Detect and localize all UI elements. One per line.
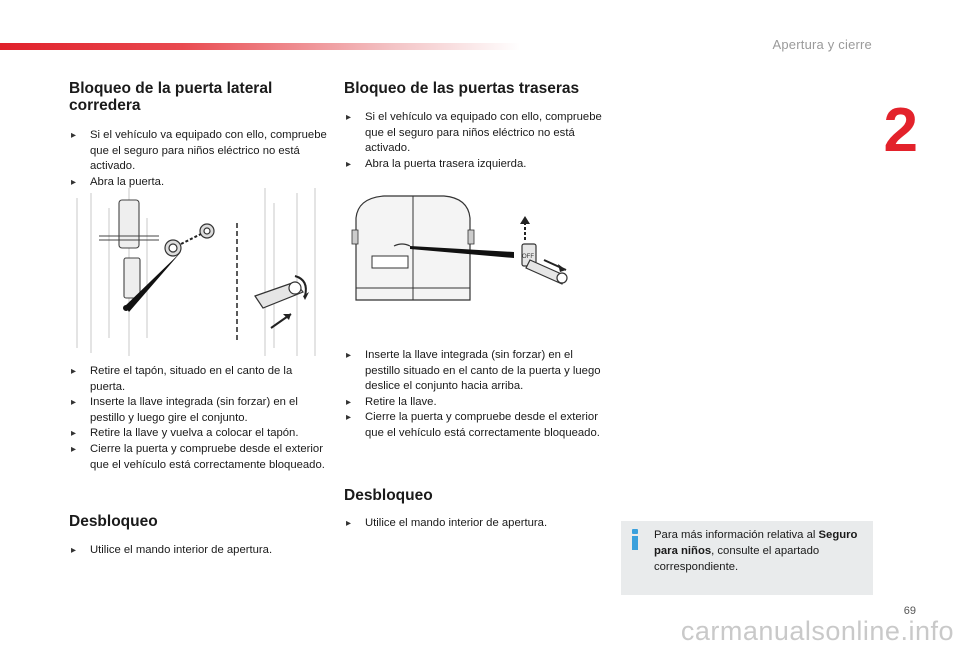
list-item: ▸ Abra la puerta trasera izquierda.	[344, 157, 609, 173]
middle-unlock-title: Desbloqueo	[344, 487, 433, 504]
list-item: ▸ Abra la puerta.	[69, 175, 329, 191]
list-item: ▸ Utilice el mando interior de apertura.	[344, 516, 609, 532]
info-icon	[630, 529, 641, 549]
header-accent-bar	[0, 43, 520, 50]
list-item: ▸ Retire la llave.	[344, 395, 609, 411]
left-title: Bloqueo de la puerta lateral corredera	[69, 80, 273, 114]
left-unlock-steps	[69, 543, 329, 559]
middle-unlock-block	[344, 487, 609, 532]
chapter-number: 2	[883, 96, 918, 165]
middle-column	[344, 80, 609, 172]
list-item: ▸ Inserte la llave integrada (sin forzar) en el pestillo situado en el canto de la puerta y luego deslice el conjunto hacia arriba.	[344, 348, 609, 395]
middle-steps-before	[344, 110, 609, 172]
left-steps-before	[69, 128, 329, 190]
left-unlock-title: Desbloqueo	[69, 513, 158, 530]
list-item: ▸ Cierre la puerta y compruebe desde el exterior que el vehículo está correctamente bloqueado.	[344, 410, 609, 441]
list-item: ▸ Utilice el mando interior de apertura.	[69, 543, 329, 559]
watermark: carmanualsonline.info	[680, 616, 954, 646]
section-title: Apertura y cierre	[772, 37, 872, 52]
list-item: ▸ Inserte la llave integrada (sin forzar) en el pestillo y luego gire el conjunto.	[69, 395, 329, 426]
list-item: ▸ Retire el tapón, situado en el canto de la puerta.	[69, 364, 329, 395]
sliding-door-lock-illustration	[69, 188, 324, 356]
middle-title: Bloqueo de las puertas traseras	[344, 80, 580, 97]
page-number: 69	[903, 605, 916, 617]
list-item: ▸ Retire la llave y vuelva a colocar el tapón.	[69, 426, 329, 442]
info-bold-term: Seguro para niños	[654, 529, 858, 557]
list-item: ▸ Si el vehículo va equipado con ello, compruebe que el seguro para niños eléctrico no está activado.	[344, 110, 609, 157]
left-unlock-block	[69, 513, 329, 559]
info-text: Para más información relativa al Seguro para niños, consulte el apartado correspondiente.	[654, 529, 858, 573]
info-box	[621, 521, 873, 595]
rear-doors-lock-illustration	[344, 188, 594, 310]
left-steps-after-block	[69, 364, 329, 473]
off-label: OFF	[522, 254, 534, 260]
middle-steps-after-block	[344, 348, 609, 442]
middle-steps-after	[344, 348, 609, 442]
left-column	[69, 80, 329, 190]
middle-unlock-steps	[344, 516, 609, 532]
left-steps-after	[69, 364, 329, 473]
list-item: ▸ Cierre la puerta y compruebe desde el exterior que el vehículo está correctamente bloqueado.	[69, 442, 329, 473]
list-item: ▸ Si el vehículo va equipado con ello, compruebe que el seguro para niños eléctrico no está activado.	[69, 128, 329, 175]
